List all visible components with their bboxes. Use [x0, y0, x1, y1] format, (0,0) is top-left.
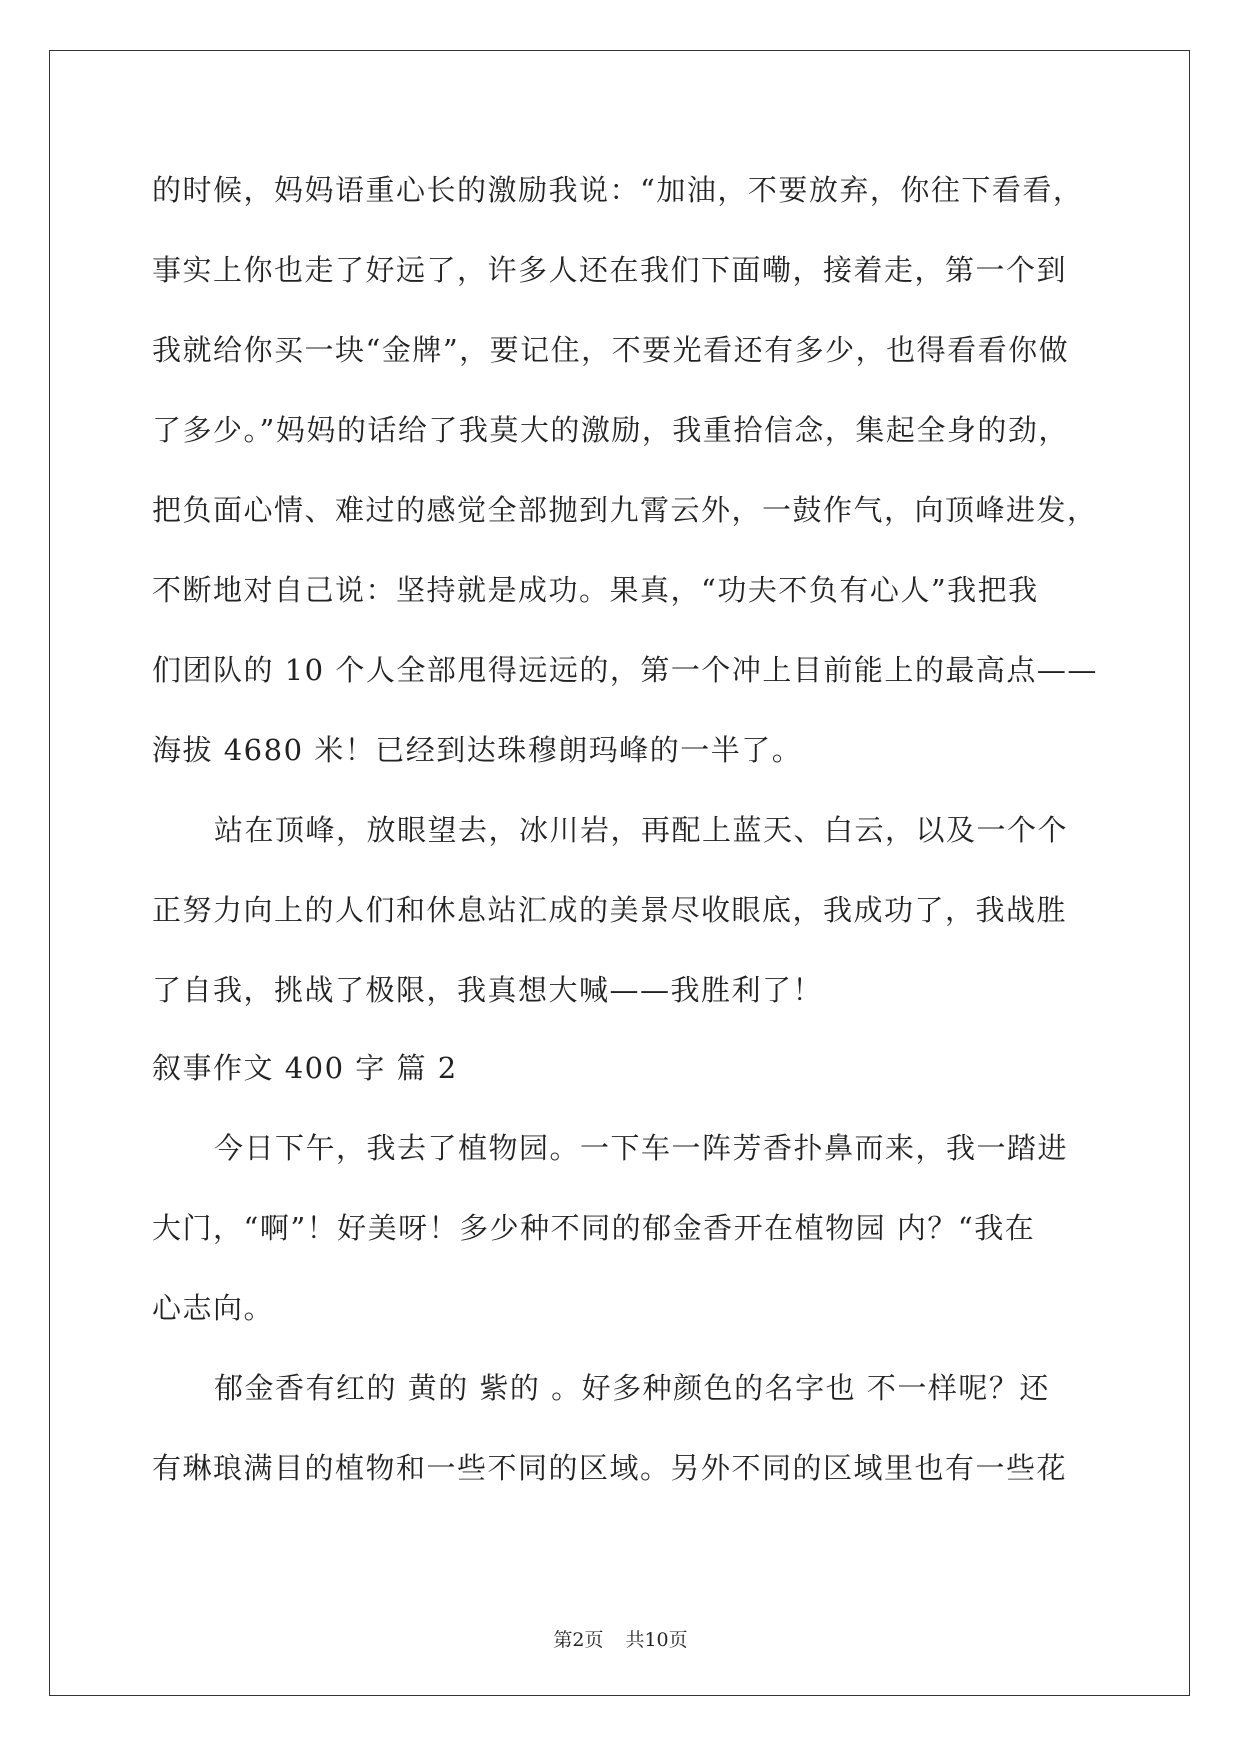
- text-line-1: 的时候，妈妈语重心长的激励我说：“加油，不要放弃，你往下看看，: [152, 173, 1084, 207]
- text-line-13: 大门，“啊”！好美呀！多少种不同的郁金香开在植物园 内？“我在: [152, 1211, 1036, 1245]
- text-line-11: 了自我，挑战了极限，我真想大喊——我胜利了！: [152, 973, 824, 1007]
- total-pages: 共10页: [625, 1629, 688, 1651]
- text-line-3: 我就给你买一块“金牌”，要记住，不要光看还有多少，也得看看你做: [152, 333, 1070, 367]
- page-footer: [0, 1628, 1241, 1652]
- text-line-8: 海拔 4680 米！已经到达珠穆朗玛峰的一半了。: [152, 733, 803, 767]
- text-line-10: 正努力向上的人们和休息站汇成的美景尽收眼底，我成功了，我战胜: [152, 893, 1068, 927]
- text-line-9: 站在顶峰，放眼望去，冰川岩，再配上蓝天、白云，以及一个个: [214, 813, 1069, 847]
- text-line-4: 了多少。”妈妈的话给了我莫大的激励，我重拾信念，集起全身的劲，: [152, 413, 1069, 447]
- text-line-16: 有琳琅满目的植物和一些不同的区域。另外不同的区域里也有一些花: [152, 1451, 1068, 1485]
- text-line-7: 们团队的 10 个人全部甩得远远的，第一个冲上目前能上的最高点——: [152, 653, 1098, 687]
- section-heading: 叙事作文 400 字 篇 2: [152, 1051, 458, 1085]
- text-line-5: 把负面心情、难过的感觉全部抛到九霄云外，一鼓作气，向顶峰进发，: [152, 493, 1098, 527]
- page-number: 第2页: [553, 1629, 604, 1651]
- text-line-12: 今日下午，我去了植物园。一下车一阵芳香扑鼻而来，我一踏进: [214, 1131, 1069, 1165]
- text-line-14: 心志向。: [152, 1291, 275, 1325]
- text-line-2: 事实上你也走了好远了，许多人还在我们下面嘞，接着走，第一个到: [152, 253, 1068, 287]
- text-line-6: 不断地对自己说：坚持就是成功。果真，“功夫不负有心人”我把我: [152, 573, 1039, 607]
- text-line-15: 郁金香有红的 黄的 紫的 。好多种颜色的名字也 不一样呢？还: [214, 1371, 1050, 1405]
